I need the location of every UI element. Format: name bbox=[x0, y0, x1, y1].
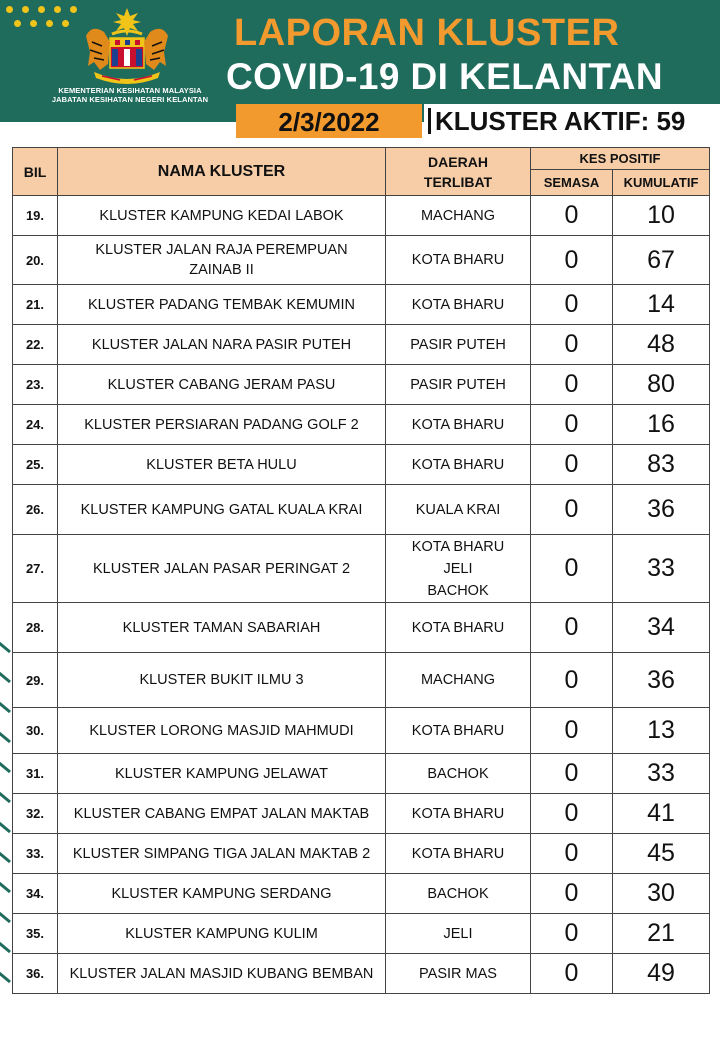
cluster-name-line: KLUSTER PERSIARAN PADANG GOLF 2 bbox=[84, 416, 359, 433]
table-row bbox=[13, 954, 710, 994]
table-row bbox=[13, 285, 710, 325]
table-row bbox=[13, 325, 710, 365]
header-nama-kluster: NAMA KLUSTER bbox=[58, 148, 386, 196]
cell-nama-kluster bbox=[58, 653, 386, 708]
report-date: 2/3/2022 bbox=[236, 104, 422, 138]
cell-nama-kluster bbox=[58, 196, 386, 236]
cell-nama-kluster bbox=[58, 954, 386, 994]
cell-kumulatif: 13 bbox=[613, 708, 710, 754]
cell-nama-kluster bbox=[58, 754, 386, 794]
table-row bbox=[13, 834, 710, 874]
cell-nama-kluster bbox=[58, 535, 386, 603]
cell-nama-kluster bbox=[58, 236, 386, 285]
cell-semasa: 0 bbox=[531, 535, 613, 603]
table-row bbox=[13, 874, 710, 914]
cell-bil: 24. bbox=[13, 405, 58, 445]
cell-semasa: 0 bbox=[531, 236, 613, 285]
cell-nama-kluster bbox=[58, 874, 386, 914]
table-body bbox=[13, 196, 710, 994]
cluster-name-line: KLUSTER SIMPANG TIGA JALAN MAKTAB 2 bbox=[72, 845, 371, 862]
cluster-name-line: KLUSTER PADANG TEMBAK KEMUMIN bbox=[88, 296, 355, 313]
cell-semasa: 0 bbox=[531, 874, 613, 914]
cell-semasa: 0 bbox=[531, 754, 613, 794]
cell-kumulatif: 33 bbox=[613, 535, 710, 603]
cluster-name-line: KLUSTER BETA HULU bbox=[146, 456, 297, 473]
district-line: KOTA BHARU bbox=[411, 456, 505, 473]
cell-bil: 32. bbox=[13, 794, 58, 834]
agency-name bbox=[20, 86, 240, 104]
cell-kumulatif: 36 bbox=[613, 653, 710, 708]
cell-daerah bbox=[386, 794, 531, 834]
district-line: KOTA BHARU bbox=[411, 619, 505, 636]
cell-daerah bbox=[386, 365, 531, 405]
district-line: BACHOK bbox=[427, 885, 489, 902]
header-kumulatif: KUMULATIF bbox=[613, 170, 710, 196]
cell-bil: 25. bbox=[13, 445, 58, 485]
cell-semasa: 0 bbox=[531, 285, 613, 325]
agency-line-2: JABATAN KESIHATAN NEGERI KELANTAN bbox=[51, 95, 209, 104]
cell-kumulatif: 16 bbox=[613, 405, 710, 445]
table-row bbox=[13, 603, 710, 653]
cell-kumulatif: 36 bbox=[613, 485, 710, 535]
cluster-name-line: KLUSTER KAMPUNG JELAWAT bbox=[115, 765, 328, 782]
cell-kumulatif: 30 bbox=[613, 874, 710, 914]
cell-nama-kluster bbox=[58, 914, 386, 954]
district-line: KOTA BHARU bbox=[411, 805, 505, 822]
table-row bbox=[13, 405, 710, 445]
cell-kumulatif: 34 bbox=[613, 603, 710, 653]
table-row bbox=[13, 485, 710, 535]
cell-bil: 31. bbox=[13, 754, 58, 794]
district-line: KOTA BHARU bbox=[411, 296, 505, 313]
header-daerah-terlibat bbox=[386, 148, 531, 196]
cell-semasa: 0 bbox=[531, 365, 613, 405]
table-row bbox=[13, 236, 710, 285]
district-line: MACHANG bbox=[420, 672, 496, 688]
district-line: KOTA BHARU bbox=[411, 538, 505, 555]
table-header-row bbox=[13, 148, 710, 170]
cell-semasa: 0 bbox=[531, 196, 613, 236]
cell-nama-kluster bbox=[58, 485, 386, 535]
table-row bbox=[13, 445, 710, 485]
cell-bil: 35. bbox=[13, 914, 58, 954]
cell-semasa: 0 bbox=[531, 834, 613, 874]
cluster-name-line: KLUSTER KAMPUNG KULIM bbox=[125, 925, 318, 942]
cell-daerah bbox=[386, 535, 531, 603]
cell-daerah bbox=[386, 445, 531, 485]
cell-nama-kluster bbox=[58, 365, 386, 405]
cell-bil: 26. bbox=[13, 485, 58, 535]
table-row bbox=[13, 754, 710, 794]
district-line: KUALA KRAI bbox=[415, 501, 501, 518]
malaysia-coat-of-arms-icon bbox=[72, 6, 182, 86]
district-line: MACHANG bbox=[420, 207, 496, 224]
cluster-name-line: KLUSTER BUKIT ILMU 3 bbox=[139, 672, 304, 688]
cell-daerah bbox=[386, 954, 531, 994]
table-row bbox=[13, 794, 710, 834]
header-daerah-line-1: DAERAH bbox=[428, 153, 488, 170]
active-clusters-label: KLUSTER AKTIF: 59 bbox=[435, 106, 686, 136]
cell-semasa: 0 bbox=[531, 708, 613, 754]
district-line: PASIR PUTEH bbox=[410, 376, 506, 393]
cell-nama-kluster bbox=[58, 794, 386, 834]
cell-semasa: 0 bbox=[531, 445, 613, 485]
cell-semasa: 0 bbox=[531, 405, 613, 445]
cell-nama-kluster bbox=[58, 325, 386, 365]
cell-kumulatif: 80 bbox=[613, 365, 710, 405]
cluster-name-line: KLUSTER JALAN RAJA PEREMPUAN bbox=[95, 242, 348, 258]
cell-kumulatif: 48 bbox=[613, 325, 710, 365]
cell-nama-kluster bbox=[58, 285, 386, 325]
cell-daerah bbox=[386, 914, 531, 954]
cell-kumulatif: 33 bbox=[613, 754, 710, 794]
header-daerah-line-2: TERLIBAT bbox=[423, 173, 493, 190]
cell-daerah bbox=[386, 196, 531, 236]
cell-bil: 36. bbox=[13, 954, 58, 994]
cell-nama-kluster bbox=[58, 834, 386, 874]
cluster-name-line: KLUSTER KAMPUNG GATAL KUALA KRAI bbox=[80, 501, 363, 518]
cell-bil: 28. bbox=[13, 603, 58, 653]
table-row bbox=[13, 653, 710, 708]
cell-daerah bbox=[386, 603, 531, 653]
cell-daerah bbox=[386, 708, 531, 754]
cell-daerah bbox=[386, 485, 531, 535]
cluster-name-line: KLUSTER JALAN MASJID KUBANG BEMBAN bbox=[69, 965, 374, 982]
district-line: PASIR PUTEH bbox=[410, 336, 506, 353]
cell-semasa: 0 bbox=[531, 954, 613, 994]
header-semasa: SEMASA bbox=[531, 170, 613, 196]
cell-bil: 20. bbox=[13, 236, 58, 285]
cluster-name-line: KLUSTER CABANG JERAM PASU bbox=[107, 376, 336, 393]
cell-bil: 30. bbox=[13, 708, 58, 754]
cell-bil: 23. bbox=[13, 365, 58, 405]
cell-kumulatif: 49 bbox=[613, 954, 710, 994]
cell-semasa: 0 bbox=[531, 914, 613, 954]
cell-nama-kluster bbox=[58, 405, 386, 445]
cell-nama-kluster bbox=[58, 708, 386, 754]
cluster-name-line: KLUSTER JALAN NARA PASIR PUTEH bbox=[91, 336, 352, 353]
cell-bil: 22. bbox=[13, 325, 58, 365]
table-row bbox=[13, 196, 710, 236]
cell-kumulatif: 45 bbox=[613, 834, 710, 874]
district-line: JELI bbox=[443, 925, 473, 942]
cluster-name-line: KLUSTER CABANG EMPAT JALAN MAKTAB bbox=[73, 805, 370, 822]
cell-bil: 34. bbox=[13, 874, 58, 914]
date-strip bbox=[236, 104, 720, 138]
cell-kumulatif: 14 bbox=[613, 285, 710, 325]
cell-daerah bbox=[386, 874, 531, 914]
district-line: BACHOK bbox=[427, 765, 489, 782]
cell-daerah bbox=[386, 236, 531, 285]
cell-nama-kluster bbox=[58, 445, 386, 485]
table-row bbox=[13, 708, 710, 754]
cell-kumulatif: 41 bbox=[613, 794, 710, 834]
active-clusters-box bbox=[424, 104, 720, 138]
cell-daerah bbox=[386, 325, 531, 365]
cell-daerah bbox=[386, 653, 531, 708]
cluster-name-line: KLUSTER JALAN PASAR PERINGAT 2 bbox=[92, 560, 351, 577]
cell-semasa: 0 bbox=[531, 794, 613, 834]
district-line: KOTA BHARU bbox=[411, 252, 505, 268]
cell-bil: 29. bbox=[13, 653, 58, 708]
cell-bil: 21. bbox=[13, 285, 58, 325]
cell-bil: 19. bbox=[13, 196, 58, 236]
cell-kumulatif: 83 bbox=[613, 445, 710, 485]
table-row bbox=[13, 365, 710, 405]
cell-nama-kluster bbox=[58, 603, 386, 653]
cell-daerah bbox=[386, 285, 531, 325]
separator-bar bbox=[428, 108, 431, 134]
cluster-name-line: KLUSTER KAMPUNG SERDANG bbox=[111, 885, 332, 902]
report-subtitle: COVID-19 DI KELANTAN bbox=[226, 56, 663, 97]
cluster-name-line: ZAINAB II bbox=[189, 262, 254, 278]
cell-semasa: 0 bbox=[531, 603, 613, 653]
district-line: KOTA BHARU bbox=[411, 722, 505, 739]
cell-bil: 33. bbox=[13, 834, 58, 874]
report-title: LAPORAN KLUSTER bbox=[234, 12, 620, 54]
cluster-name-line: KLUSTER LORONG MASJID MAHMUDI bbox=[89, 722, 354, 739]
district-line: BACHOK bbox=[427, 582, 489, 599]
cluster-name-line: KLUSTER KAMPUNG KEDAI LABOK bbox=[99, 207, 344, 224]
cell-semasa: 0 bbox=[531, 485, 613, 535]
cell-daerah bbox=[386, 754, 531, 794]
cell-kumulatif: 10 bbox=[613, 196, 710, 236]
cluster-name-line: KLUSTER TAMAN SABARIAH bbox=[122, 619, 321, 636]
district-line: KOTA BHARU bbox=[411, 416, 505, 433]
cell-bil: 27. bbox=[13, 535, 58, 603]
table-row bbox=[13, 535, 710, 603]
cluster-table bbox=[12, 147, 710, 994]
cell-daerah bbox=[386, 834, 531, 874]
district-line: KOTA BHARU bbox=[411, 845, 505, 862]
header-bil: BIL bbox=[13, 148, 58, 196]
agency-line-1: KEMENTERIAN KESIHATAN MALAYSIA bbox=[58, 86, 202, 95]
header-kes-positif: KES POSITIF bbox=[531, 148, 710, 170]
cell-semasa: 0 bbox=[531, 653, 613, 708]
table-row bbox=[13, 914, 710, 954]
district-line: JELI bbox=[443, 560, 473, 577]
cell-kumulatif: 21 bbox=[613, 914, 710, 954]
cell-semasa: 0 bbox=[531, 325, 613, 365]
cell-kumulatif: 67 bbox=[613, 236, 710, 285]
district-line: PASIR MAS bbox=[419, 965, 497, 982]
cell-daerah bbox=[386, 405, 531, 445]
